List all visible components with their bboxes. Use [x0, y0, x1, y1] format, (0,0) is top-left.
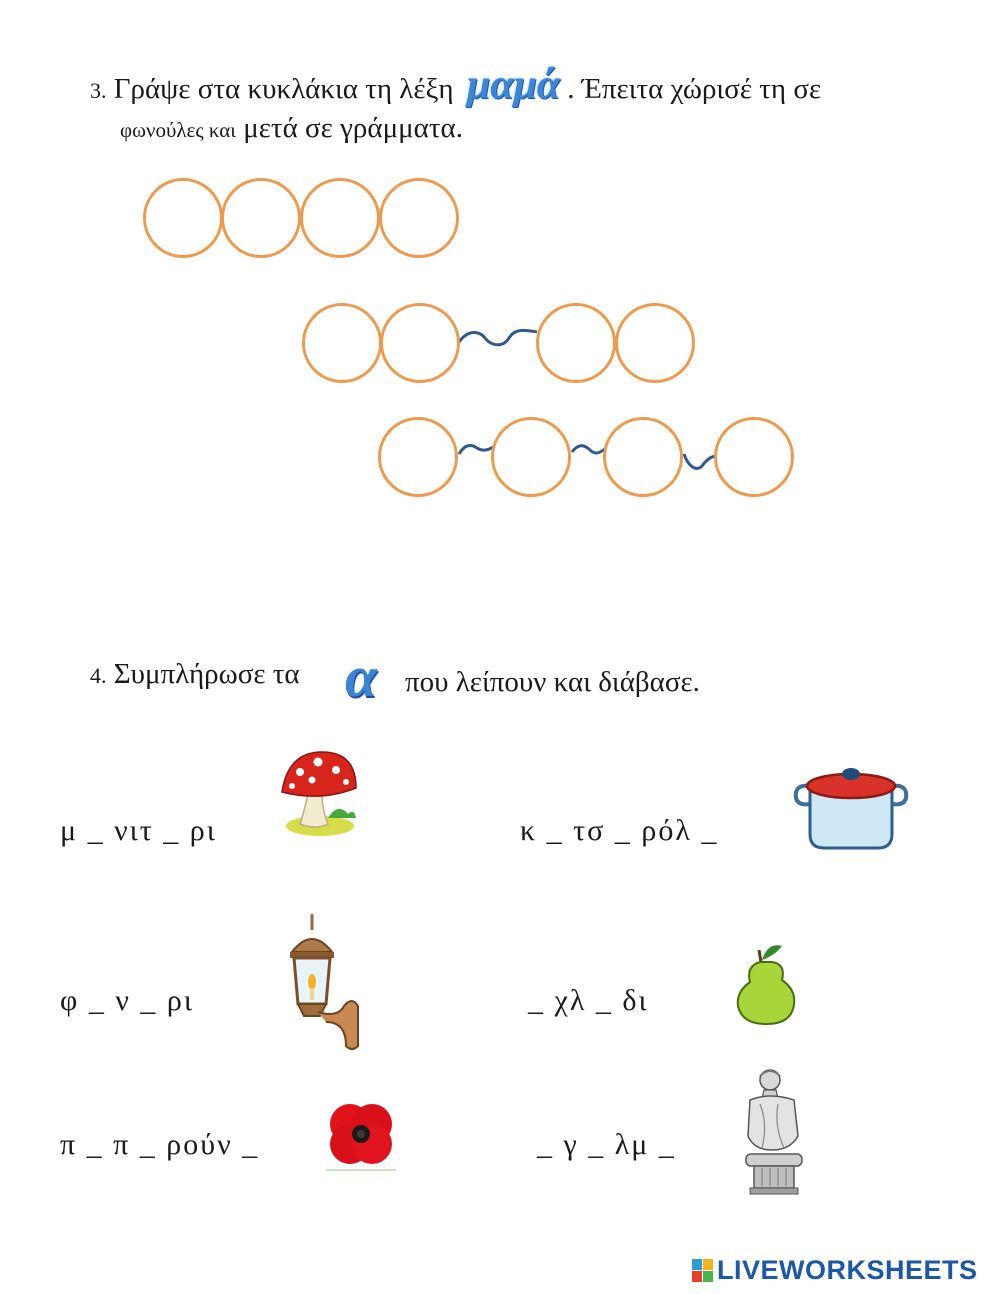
letter-circle[interactable] — [603, 417, 683, 497]
word-circle[interactable] — [143, 178, 223, 258]
lantern-icon — [282, 912, 364, 1050]
syllable-connector — [455, 318, 545, 358]
mushroom-icon — [278, 748, 360, 840]
syllable-circle[interactable] — [615, 303, 695, 383]
q3-line2 — [120, 114, 463, 143]
fill-word-statue[interactable]: _ γ _ λμ _ — [537, 1128, 676, 1161]
word-circle[interactable] — [379, 178, 459, 258]
syllable-circle[interactable] — [380, 303, 460, 383]
letter-circle[interactable] — [714, 417, 794, 497]
q4-number: 4. — [90, 663, 107, 688]
word-circle[interactable] — [221, 178, 301, 258]
q4-instruction-end: που λείπουν και διάβασε. — [405, 666, 700, 698]
syllable-circle[interactable] — [536, 303, 616, 383]
fill-word-poppy[interactable]: π _ π _ ρούν _ — [60, 1128, 260, 1161]
q3-instruction-end: . Έπειτα χώρισέ τη σε — [567, 73, 822, 105]
q3-instruction-rest: μετά σε γράμματα. — [243, 112, 463, 144]
fill-word-lantern[interactable]: φ _ ν _ ρι — [60, 984, 194, 1017]
pot-icon — [792, 760, 910, 852]
fill-word-pot[interactable]: κ _ τσ _ ρόλ _ — [520, 814, 719, 847]
statue-icon — [738, 1064, 810, 1200]
fill-word-mushroom[interactable]: μ _ νιτ _ ρι — [60, 814, 217, 847]
q4-line — [90, 660, 300, 689]
q3-line1 — [90, 64, 821, 106]
liveworksheets-logo — [692, 1255, 978, 1286]
logo-blocks-icon — [692, 1259, 714, 1283]
poppy-icon — [322, 1096, 400, 1174]
letter-circle[interactable] — [378, 417, 458, 497]
q4-instruction-start: Συμπλήρωσε τα — [113, 658, 300, 690]
letter-circle[interactable] — [491, 417, 571, 497]
word-circle[interactable] — [300, 178, 380, 258]
q3-number: 3. — [90, 78, 107, 103]
q3-word-mama: μαμά — [466, 62, 561, 108]
q3-instruction-start: Γράψε στα κυκλάκια τη λέξη — [113, 73, 454, 105]
q4-letter-alpha: α — [345, 644, 378, 709]
q3-small-text: φωνούλες και — [120, 118, 236, 142]
fill-word-pear[interactable]: _ χλ _ δι — [528, 984, 649, 1017]
pear-icon — [734, 942, 800, 1026]
syllable-circle[interactable] — [302, 303, 382, 383]
logo-text: LIVEWORKSHEETS — [717, 1255, 978, 1285]
